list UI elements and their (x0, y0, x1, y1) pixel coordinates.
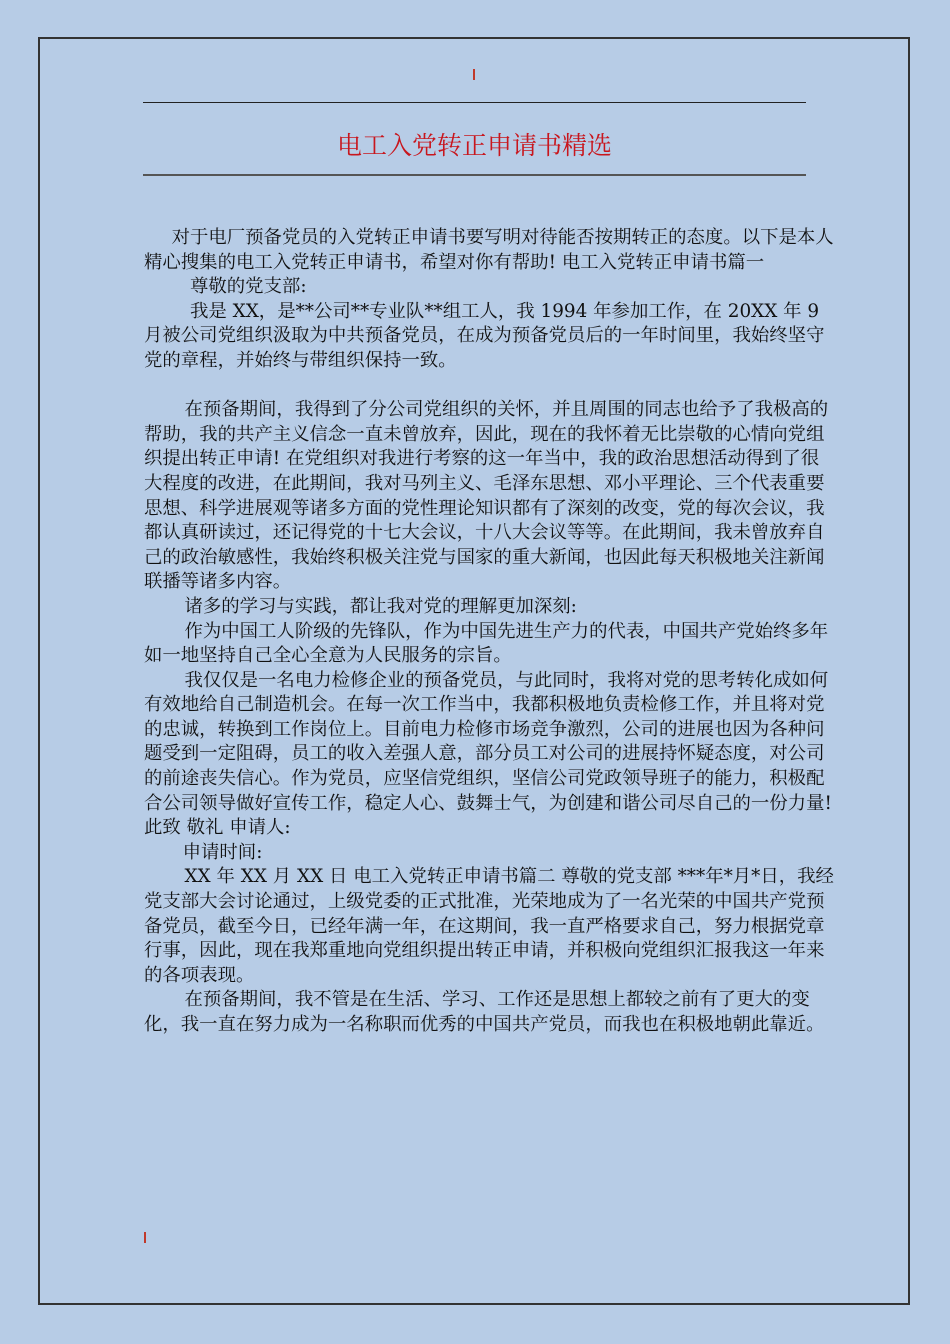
paragraph-probation: 在预备期间，我得到了分公司党组织的关怀，并且周围的同志也给予了我极高的帮助，我的共产主义信念一直未曾放弃，因此，现在的我怀着无比崇敬的心情向党组织提出转正申请! 在党组织对我进行考察的这一年当中，我的政治思想活动得到了很大程度的改进，在此期间，我对马列主义、毛泽东思想、邓小平理论、三个代表重要思想、科学进展观等诸多方面的党性理论知识都有了深刻的改变，党的每次会议，我都认真研读过，还记得党的十七大会议，十八大会议等等。在此期间，我未曾放弃自己的政治敏感性，我始终积极关注党与国家的重大新闻，也因此每天积极地关注新闻联播等诸多内容。 (144, 399, 829, 593)
title-underline (143, 174, 806, 176)
paragraph-vanguard: 作为中国工人阶级的先锋队，作为中国先进生产力的代表，中国共产党始终多年如一地坚持自己全心全意为人民服务的宗旨。 (144, 620, 829, 667)
paragraph-conclusion: 在预备期间，我不管是在生活、学习、工作还是思想上都较之前有了更大的变化，我一直在努力成为一名称职而优秀的中国共产党员，而我也在积极地朝此靠近。 (144, 989, 825, 1035)
paragraph-salutation: 尊敬的党支部: (190, 276, 307, 298)
document-title: 电工入党转正申请书精选 (336, 131, 612, 160)
page-end-marker (144, 1232, 146, 1243)
header-rule (143, 102, 806, 103)
paragraph-gap (144, 374, 834, 399)
paragraph-date-label: 申请时间: (182, 841, 263, 863)
paragraph-work: 我仅仅是一名电力检修企业的预备党员，与此同时，我将对党的思考转化成如何有效地给自己制造机会。在每一次工作当中，我都积极地负责检修工作，并且将对党的忠诚，转换到工作岗位上。目前电力检修市场竞争激烈，公司的进展也因为各种问题受到一定阻碍，员工的收入差强人意，部分员工对公司的进展持怀疑态度，对公司的前途丧失信心。作为党员，应坚信党组织，坚信公司党政领导班子的能力，积极配合公司领导做好宣传工作，稳定人心、鼓舞士气，为创建和谐公司尽自己的一份力量! 此致 敬礼 申请人: (144, 669, 832, 839)
paragraph-intro: 对于电厂预备党员的入党转正申请书要写明对待能否按期转正的态度。以下是本人精心搜集的电工入党转正申请书，希望对你有帮助! 电工入党转正申请书篇一 (144, 227, 834, 273)
paragraph-study: 诸多的学习与实践，都让我对党的理解更加深刻: (184, 595, 577, 617)
paragraph-self-intro: 我是 XX，是**公司**专业队**组工人，我 1994 年参加工作，在 20XX 年 9 月被公司党组织汲取为中共预备党员，在成为预备党员后的一年时间里，我始终坚守党的章程，并始终与带组织保持一致。 (144, 300, 825, 371)
text-cursor-marker (473, 69, 475, 80)
document-body (144, 226, 834, 1038)
paragraph-second-letter: XX 年 XX 月 XX 日 电工入党转正申请书篇二 尊敬的党支部 ***年*月*日，我经党支部大会讨论通过，上级党委的正式批准，光荣地成为了一名光荣的中国共产党预备党员，截至今日，已经年满一年，在这期间，我一直严格要求自己，努力根据党章行事，因此，现在我郑重地向党组织提出转正申请，并积极向党组织汇报我这一年来的各项表现。 (144, 866, 834, 986)
